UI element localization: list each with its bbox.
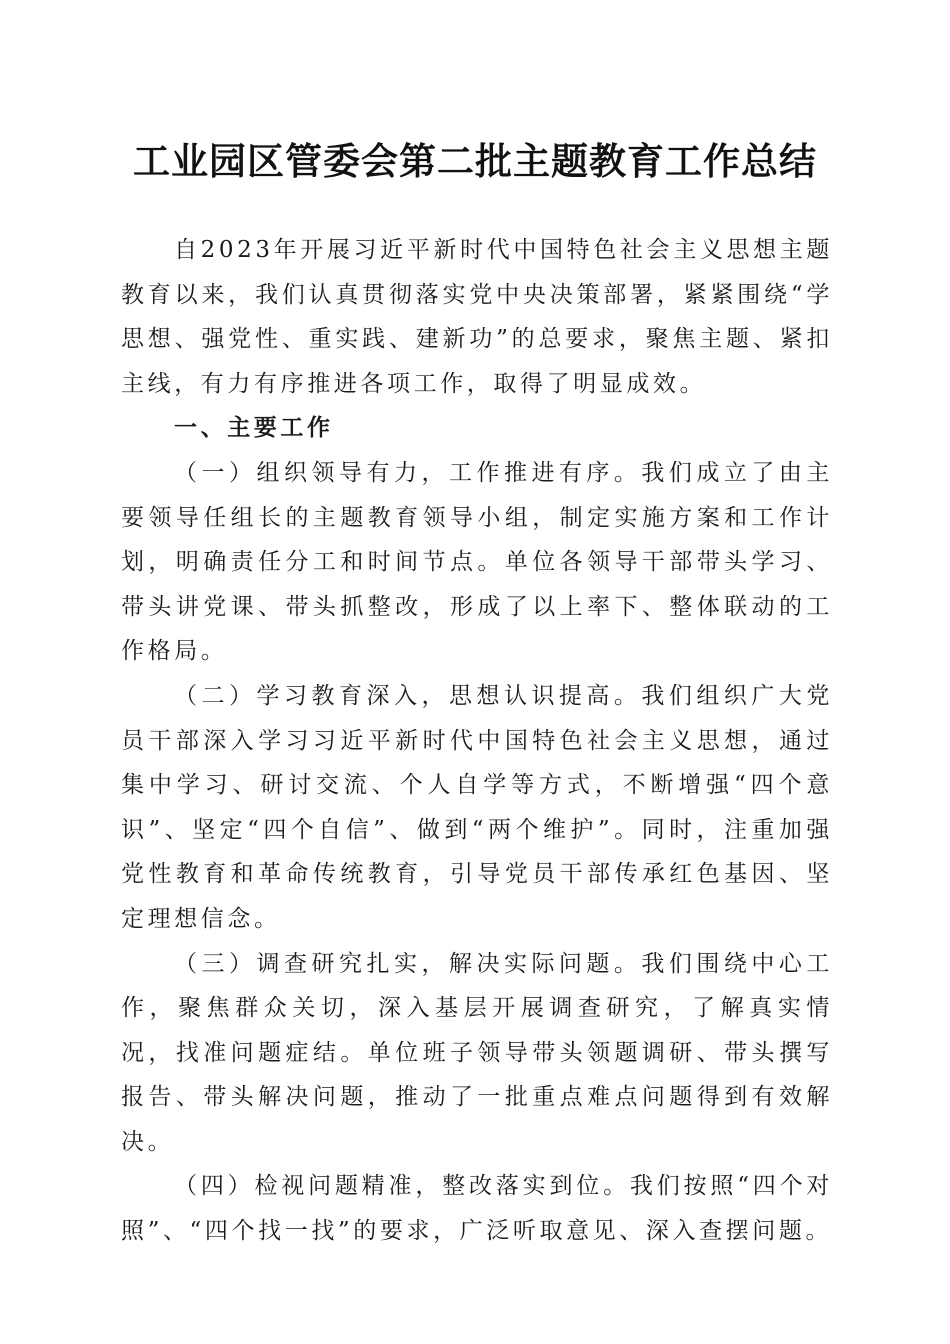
item-lead-2: （二）学习教育深入，思想认识提高。 [174,682,642,709]
item-paragraph-3 [121,942,833,1165]
item-lead-4: （四）检视问题精准，整改落实到位。 [174,1173,630,1200]
item-paragraph-4 [121,1164,833,1253]
document-body [121,228,833,1254]
document-title: 工业园区管委会第二批主题教育工作总结 [133,139,817,183]
item-paragraph-1 [121,451,833,674]
item-lead-1: （一）组织领导有力，工作推进有序。 [174,459,642,486]
item-lead-3: （三）调查研究扎实，解决实际问题。 [174,950,642,977]
item-text-2: 我们组织广大党员干部深入学习习近平新时代中国特色社会主义思想，通过集中学习、研讨交流、个人自学等方式，不断增强“四个意识”、坚定“四个自信”、做到“两个维护”。同时，注重加强党性教育和革命传统教育，引导党员干部传承红色基因、坚定理想信念。 [121,682,833,932]
item-text-1: 我们成立了由主要领导任组长的主题教育领导小组，制定实施方案和工作计划，明确责任分工和时间节点。单位各领导干部带头学习、带头讲党课、带头抓整改，形成了以上率下、整体联动的工作格局。 [121,459,833,665]
item-paragraph-2 [121,674,833,942]
intro-paragraph: 自2023年开展习近平新时代中国特色社会主义思想主题教育以来，我们认真贯彻落实党中央决策部署，紧紧围绕“学思想、强党性、重实践、建新功”的总要求，聚焦主题、紧扣主线，有力有序推进各项工作，取得了明显成效。 [121,237,833,397]
item-text-4: 我们按照“四个对照”、“四个找一找”的要求，广泛听取意见、深入查摆问题。 [121,1173,834,1245]
section-heading-main-work: 一、主要工作 [174,415,334,442]
item-text-3: 我们围绕中心工作，聚焦群众关切，深入基层开展调查研究，了解真实情况，找准问题症结。单位班子领导带头领题调研、带头撰写报告、带头解决问题，推动了一批重点难点问题得到有效解决。 [121,950,833,1155]
